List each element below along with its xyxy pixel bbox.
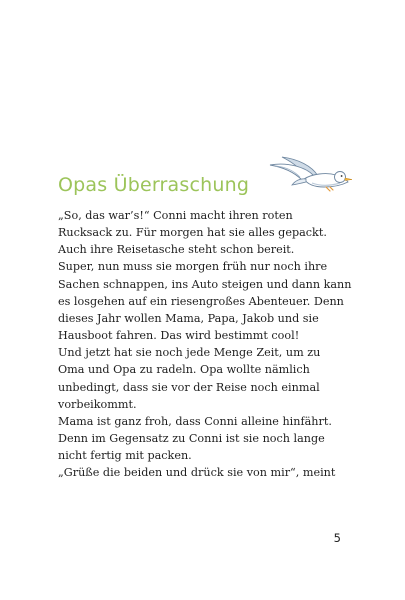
text-line: nicht fertig mit packen. xyxy=(58,449,192,463)
text-line: Hausboot fahren. Das wird bestimmt cool! xyxy=(58,329,300,343)
text-line: Rucksack zu. Für morgen hat sie alles gepackt. xyxy=(58,226,327,240)
text-line: dieses Jahr wollen Mama, Papa, Jakob und sie xyxy=(58,311,319,325)
text-line: Super, nun muss sie morgen früh nur noch ihre xyxy=(58,260,328,274)
text-line: unbedingt, dass sie vor der Reise noch einmal xyxy=(58,380,320,394)
chapter-title: Opas Überraschung xyxy=(58,174,250,196)
text-line: Oma und Opa zu radeln. Opa wollte nämlich xyxy=(58,363,310,377)
text-line: Auch ihre Reisetasche steht schon bereit. xyxy=(58,243,295,257)
seagull-icon xyxy=(268,152,354,198)
text-line: es losgehen auf ein riesengroßes Abenteuer. Denn xyxy=(58,294,344,308)
page-number: 5 xyxy=(333,531,341,545)
body-text xyxy=(58,207,358,482)
text-line: Und jetzt hat sie noch jede Menge Zeit, um zu xyxy=(58,346,321,360)
text-line: Mama ist ganz froh, dass Conni alleine hinfährt. xyxy=(58,414,332,428)
text-line: vorbeikommt. xyxy=(58,397,137,411)
text-line: Denn im Gegensatz zu Conni ist sie noch lange xyxy=(58,432,325,446)
text-line: „Grüße die beiden und drück sie von mir“, meint xyxy=(58,466,336,480)
text-line: Sachen schnappen, ins Auto steigen und dann kann xyxy=(58,277,352,291)
text-line: „So, das war’s!“ Conni macht ihren roten xyxy=(58,209,293,222)
